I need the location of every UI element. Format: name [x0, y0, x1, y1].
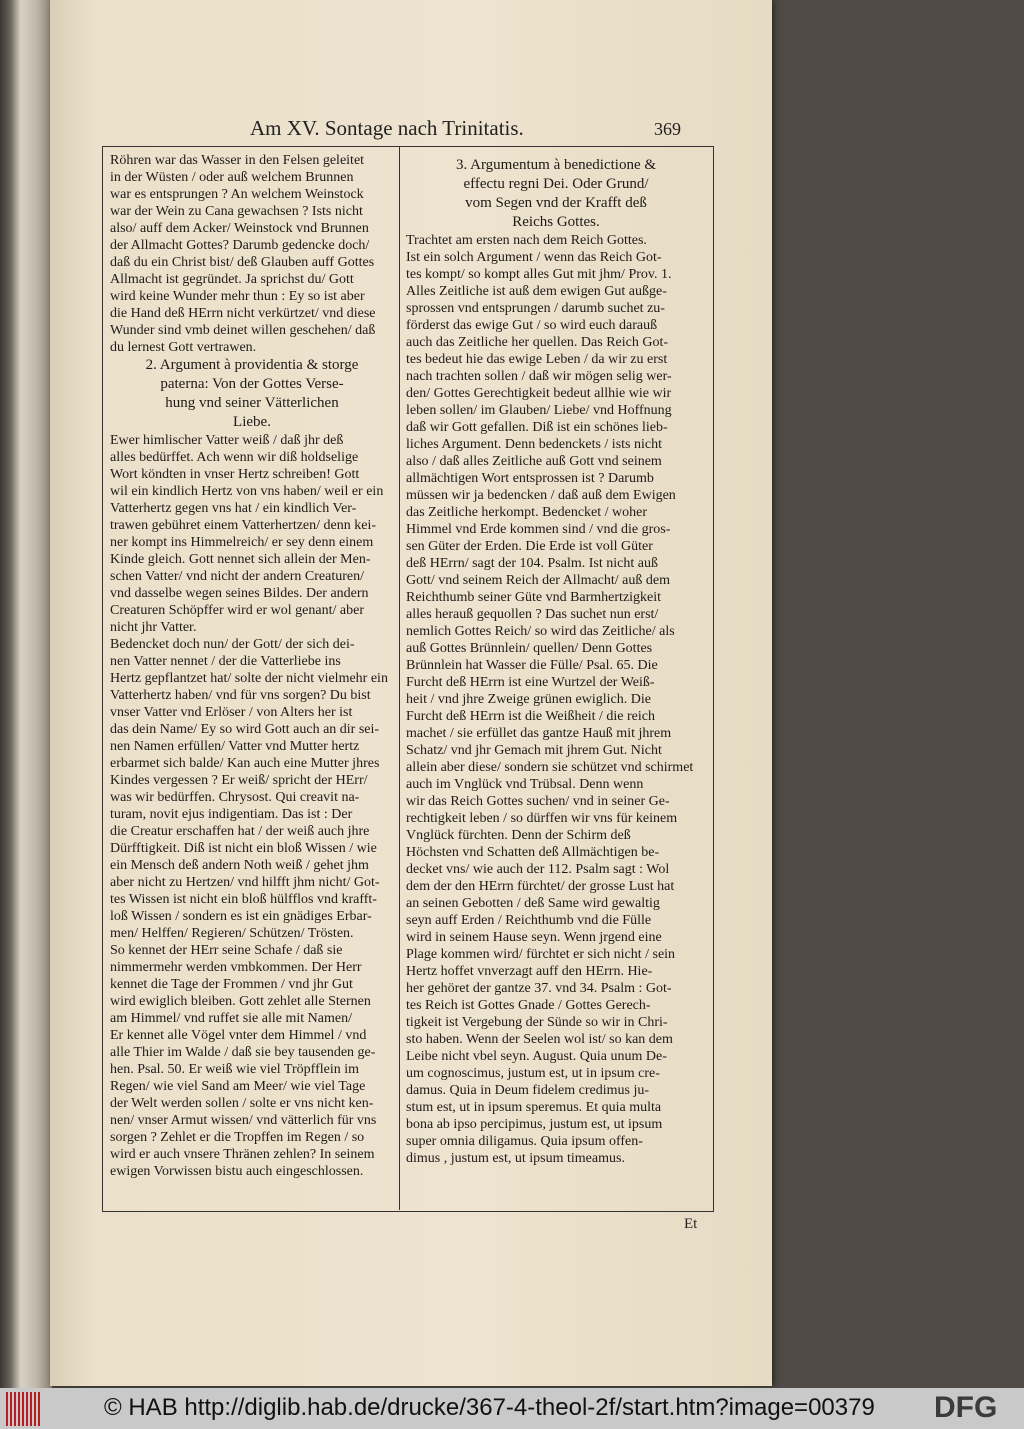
text-line: du lernest Gott vertrawen. [110, 340, 257, 355]
text-line: men/ Helffen/ Regieren/ Schützen/ Trösten. [110, 926, 354, 941]
text-line: Himmel vnd Erde kommen sind / vnd die gros- [406, 522, 671, 537]
section-heading-line: paterna: Von der Gottes Verse- [160, 376, 344, 392]
text-line: der Welt werden sollen / solte er vns nicht ken- [110, 1096, 374, 1111]
text-line: dem der den HErrn fürchtet/ der grosse Lust hat [406, 879, 675, 894]
section-heading-line: hung vnd seiner Vätterlichen [165, 395, 339, 411]
text-line: rechtigkeit leben / so dürffen wir vns für keinem [406, 811, 678, 826]
text-line: erbarmet sich balde/ Kan auch eine Mutter jhres [110, 756, 380, 771]
text-line: Brünnlein hat Wasser die Fülle/ Psal. 65. Die [406, 658, 658, 673]
left-column [110, 152, 394, 1206]
text-line: Hertz gepflantzet hat/ solte der nicht vielmehr ein [110, 671, 388, 686]
text-line: Wunder sind vmb deinet willen geschehen/ daß [110, 323, 376, 338]
text-line: Furcht deß HErrn ist eine Wurtzel der Weiß- [406, 675, 655, 690]
text-line: super omnia diligamus. Quia ipsum offen- [406, 1134, 643, 1149]
text-line: Kinde gleich. Gott nennet sich allein der Men- [110, 552, 371, 567]
text-line: nach trachten sollen / daß wir mögen selig wer- [406, 369, 672, 384]
text-line: Allmacht ist gegründet. Ja sprichst du/ Gott [110, 272, 354, 287]
copyright-url[interactable]: © HAB http://diglib.hab.de/drucke/367-4-theol-2f/start.htm?image=00379 [104, 1394, 875, 1421]
text-line: Dürfftigkeit. Diß ist nicht ein bloß Wissen / wie [110, 841, 377, 856]
text-line: an seinen Gebotten / deß Same wird gewaltig [406, 896, 660, 911]
text-line: also/ auff dem Acker/ Weinstock vnd Brunnen [110, 221, 369, 236]
text-line: sorgen ? Zehlet er die Tropffen im Regen / so [110, 1130, 365, 1145]
text-line: wird ewiglich bleiben. Gott zehlet alle Sternen [110, 994, 371, 1009]
text-line: leben sollen/ im Glauben/ Liebe/ vnd Hoffnung [406, 403, 672, 418]
text-line: also / daß alles Zeitliche auß Gott vnd seinem [406, 454, 662, 469]
text-line: daß wir Gott gefallen. Diß ist ein schönes lieb- [406, 420, 668, 435]
text-line: am Himmel/ vnd ruffet sie alle mit Namen/ [110, 1011, 352, 1026]
text-line: allein aber diese/ sondern sie schützet vnd schirmet [406, 760, 694, 775]
text-line: trawen gebühret einem Vatterhertzen/ denn kei- [110, 518, 377, 533]
text-line: nimmermehr werden vmbkommen. Der Herr [110, 960, 362, 975]
text-line: bona ab ipso percipimus, justum est, ut ipsum [406, 1117, 663, 1132]
text-line: das Zeitliche herkompt. Bedencket / woher [406, 505, 648, 520]
text-line: vnser Vatter vnd Erlöser / von Alters her ist [110, 705, 353, 720]
text-line: Plage kommen wird/ fürchtet er sich nicht / sein [406, 947, 676, 962]
text-line: Ist ein solch Argument / wenn das Reich Got- [406, 250, 662, 265]
text-line: Leibe nicht vbel seyn. August. Quia unum De- [406, 1049, 667, 1064]
text-line: Gott/ vnd seinem Reich der Allmacht/ auß dem [406, 573, 670, 588]
text-line: auch das Zeitliche her quellen. Das Reich Got- [406, 335, 669, 350]
text-line: was wir bedürffen. Chrysost. Qui creavit na- [110, 790, 360, 805]
section-heading-line: effectu regni Dei. Oder Grund/ [463, 176, 649, 192]
text-line: nicht jhr Vatter. [110, 620, 197, 635]
text-line: die Creatur erschaffen hat / der weiß auch jhre [110, 824, 370, 839]
text-line: decket vns/ wie auch der 112. Psalm sagt : Wol [406, 862, 670, 877]
text-line: sprossen vnd entsprungen / darumb suchet zu- [406, 301, 665, 316]
text-line: Bedencket doch nun/ der Gott/ der sich dei- [110, 637, 355, 652]
text-line: turam, novit ejus indigentiam. Das ist : Der [110, 807, 353, 822]
text-line: das dein Name/ Ey so wird Gott auch an dir sei- [110, 722, 380, 737]
text-line: tigkeit ist Vergebung der Sünde so wir in Chri- [406, 1015, 668, 1030]
text-line: Furcht deß HErrn ist die Weißheit / die reich [406, 709, 655, 724]
text-line: Regen/ wie viel Sand am Meer/ wie viel Tage [110, 1079, 366, 1094]
section-heading-line: 2. Argument à providentia & storge [145, 357, 359, 373]
text-line: Röhren war das Wasser in den Felsen geleitet [110, 153, 365, 168]
text-line: tes Wissen ist nicht ein bloß hülfflos vnd krafft- [110, 892, 377, 907]
text-line: Trachtet am ersten nach dem Reich Gottes. [406, 233, 647, 248]
text-line: in der Wüsten / oder auß welchem Brunnen [110, 170, 354, 185]
book-page [50, 0, 772, 1386]
text-line: Creaturen Schöpffer wird er wol genant/ aber [110, 603, 364, 618]
text-line: alle Thier im Walde / daß sie bey tausenden ge- [110, 1045, 376, 1060]
section-heading-line: vom Segen vnd der Krafft deß [465, 195, 647, 211]
text-line: auß Gottes Brünnlein/ quellen/ Denn Gottes [406, 641, 653, 656]
text-line: Vatterhertz gegen vns hat / ein kindlich Ver- [110, 501, 357, 516]
text-line: heit / vnd jhre Zweige grünen ewiglich. Die [406, 692, 651, 707]
text-line: Hertz hoffet vnverzagt auff den HErrn. Hie- [406, 964, 653, 979]
text-line: wir das Reich Gottes suchen/ vnd in seiner Ge- [406, 794, 670, 809]
text-line: liches Argument. Denn bedenckets / ists nicht [406, 437, 662, 452]
text-line: tes kompt/ so kompt alles Gut mit jhm/ Prov. 1. [406, 267, 672, 282]
text-line: war der Wein zu Cana gewachsen ? Ists nicht [110, 204, 363, 219]
text-line: her gehöret der gantze 37. vnd 34. Psalm : Got- [406, 981, 672, 996]
text-line: tes Reich ist Gottes Gnade / Gottes Gerech- [406, 998, 651, 1013]
text-line: Er kennet alle Vögel vnter dem Himmel / vnd [110, 1028, 367, 1043]
text-line: damus. Quia in Deum fidelem credimus ju- [406, 1083, 649, 1098]
text-line: wil ein kindlich Hertz von vns haben/ weil er ein [110, 484, 384, 499]
dfg-logo: DFG [934, 1391, 998, 1424]
text-line: der Allmacht Gottes? Darumb gedencke doch/ [110, 238, 370, 253]
text-line: förderst das ewige Gut / so wird euch darauß [406, 318, 658, 333]
text-line: tes bedeut hie das ewige Leben / da wir zu erst [406, 352, 668, 367]
text-line: ner kompt ins Himmelreich/ er sey denn einem [110, 535, 374, 550]
text-line: Reichthumb seiner Güte vnd Barmhertzigkeit [406, 590, 662, 605]
section-heading-line: Liebe. [233, 414, 271, 430]
text-line: sen Güter der Erden. Die Erde ist voll Güter [406, 539, 653, 554]
section-heading-line: 3. Argumentum à benedictione & [455, 157, 657, 173]
text-line: kennet die Tage der Frommen / vnd jhr Gut [110, 977, 353, 992]
text-line: Vnglück fürchten. Denn der Schirm deß [406, 828, 631, 843]
catchword: Et [684, 1216, 698, 1232]
book-spine-edge [0, 0, 52, 1390]
text-line: die Hand deß HErrn nicht verkürtzet/ vnd diese [110, 306, 376, 321]
footer-bar [0, 1388, 1024, 1429]
text-line: stum est, ut in ipsum speremus. Et quia multa [406, 1100, 662, 1115]
text-line: vnd dasselbe wegen seines Bildes. Der andern [110, 586, 369, 601]
hab-logo-icon [6, 1392, 40, 1426]
text-line: alles bedürffet. Ach wenn wir diß holdselige [110, 450, 359, 465]
text-line: Ewer himlischer Vatter weiß / daß jhr deß [110, 433, 344, 448]
text-line: den/ Gottes Gerechtigkeit bedeut allhie wie wir [406, 386, 672, 401]
text-line: Vatterhertz haben/ vnd für vns sorgen? Du bist [110, 688, 371, 703]
text-line: nen/ vnser Armut wissen/ vnd vätterlich für vns [110, 1113, 377, 1128]
text-line: Kindes vergessen ? Er weiß/ spricht der HErr/ [110, 773, 368, 788]
text-line: sto haben. Wenn der Seelen wol ist/ so kan dem [406, 1032, 673, 1047]
section-heading-line: Reichs Gottes. [512, 214, 600, 230]
text-line: ein Mensch deß andern Noth weiß / gehet jhm [110, 858, 369, 873]
text-line: aber nicht zu Hertzen/ vnd hilfft jhm nicht/ Got- [110, 875, 380, 890]
text-line: schen Vatter/ vnd nicht der andern Creaturen/ [110, 569, 364, 584]
text-line: Alles Zeitliche ist auß dem ewigen Gut außge- [406, 284, 667, 299]
text-line: wird er auch vnsere Thränen zehlen? In seinem [110, 1147, 375, 1162]
text-line: auch im Vnglück vnd Trübsal. Denn wenn [406, 777, 644, 792]
text-line: alles herauß gequollen ? Das suchet nun erst/ [406, 607, 659, 622]
text-line: hen. Psal. 50. Er weiß wie viel Tröpfflein im [110, 1062, 359, 1077]
text-line: So kennet der HErr seine Schafe / daß sie [110, 943, 343, 958]
column-divider [399, 146, 400, 1210]
text-line: wird in seinem Hause seyn. Wenn jrgend eine [406, 930, 662, 945]
text-line: loß Wissen / sondern es ist ein gnädiges Erbar- [110, 909, 372, 924]
text-line: um cognoscimus, justum est, ut in ipsum cre- [406, 1066, 660, 1081]
text-line: dimus , justum est, ut ipsum timeamus. [406, 1151, 625, 1166]
text-line: deß HErrn/ sagt der 104. Psalm. Ist nicht auß [406, 556, 658, 571]
text-line: Schatz/ vnd jhr Gemach mit jhrem Gut. Nicht [406, 743, 662, 758]
page-number: 369 [654, 119, 681, 139]
text-line: daß du ein Christ bist/ deß Glauben auff Gottes [110, 255, 375, 270]
right-column [406, 156, 706, 1206]
text-line: allmächtigen Wort entsprossen ist ? Darumb [406, 471, 654, 486]
running-head: Am XV. Sontage nach Trinitatis. [250, 116, 524, 140]
text-line: war es entsprungen ? An welchem Weinstock [110, 187, 364, 202]
text-line: wird keine Wunder mehr thun : Ey so ist aber [110, 289, 365, 304]
text-line: müssen wir ja bedencken / daß auß dem Ewigen [406, 488, 676, 503]
text-line: seyn auff Erden / Reichthumb vnd die Fülle [406, 913, 652, 928]
text-line: nen Namen erfüllen/ Vatter vnd Mutter hertz [110, 739, 360, 754]
text-line: Höchsten vnd Schatten deß Allmächtigen be- [406, 845, 660, 860]
text-line: nen Vatter nennet / der die Vatterliebe ins [110, 654, 341, 669]
text-line: nemlich Gottes Reich/ so wird das Zeitliche/ als [406, 624, 675, 639]
text-line: machet / sie erfüllet das gantze Hauß mit jhrem [406, 726, 672, 741]
text-line: ewigen Vorwissen bistu auch eingeschlossen. [110, 1164, 364, 1179]
text-line: Wort köndten in vnser Hertz schreiben! Gott [110, 467, 360, 482]
